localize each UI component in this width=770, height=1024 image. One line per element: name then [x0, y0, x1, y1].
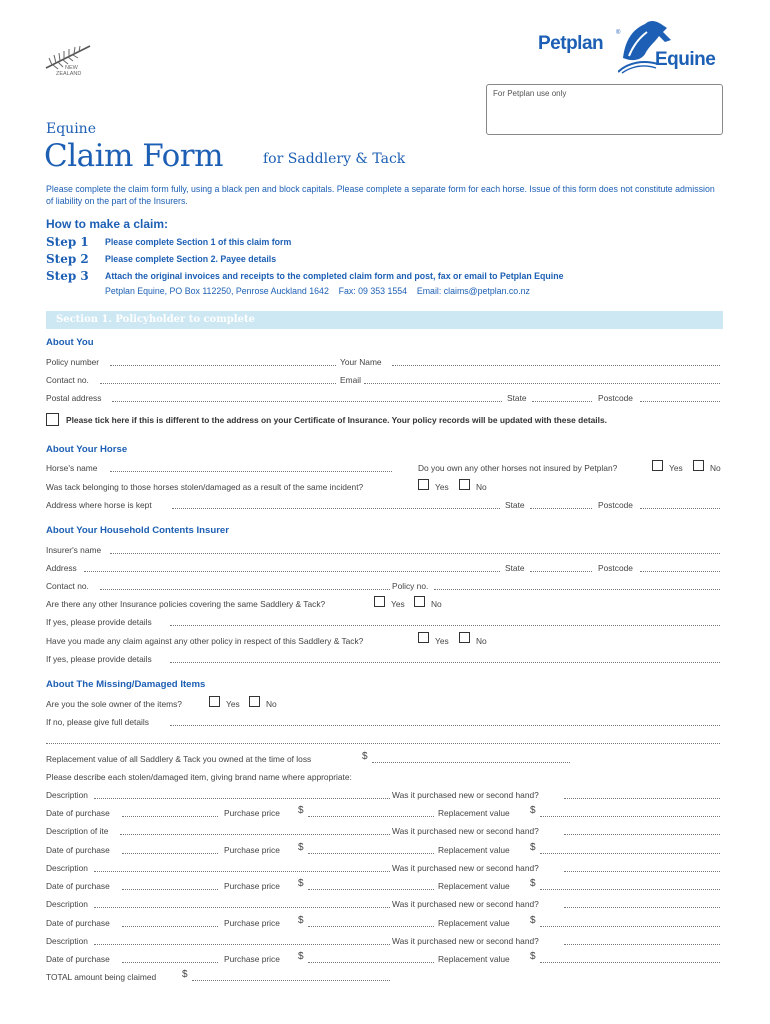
item-2-price-label: Purchase price — [224, 845, 280, 855]
item-4-date-field[interactable] — [122, 918, 218, 927]
postal-address-label: Postal address — [46, 393, 102, 403]
step-3-text: Attach the original invoices and receipts to the completed claim form and post, fax or email to Petplan Equine — [105, 271, 564, 281]
stolen-same-incident-question: Was tack belonging to those horses stolen/damaged as a result of the same incident? — [46, 482, 364, 492]
insurer-address-label: Address — [46, 563, 77, 573]
brand-name: Petplan — [538, 33, 604, 54]
item-5-description-field[interactable] — [94, 936, 390, 945]
item-1-price-currency: $ — [298, 805, 304, 816]
item-3-replacement-currency: $ — [530, 878, 536, 889]
other-horses-yes-checkbox[interactable] — [652, 460, 663, 471]
address-different-checkbox[interactable] — [46, 413, 59, 426]
item-5-new-second-label: Was it purchased new or second hand? — [392, 936, 539, 946]
item-4-price-field[interactable] — [308, 918, 434, 927]
replacement-all-field[interactable] — [372, 754, 570, 763]
page-title-suffix: for Saddlery & Tack — [263, 151, 406, 167]
total-claimed-field[interactable] — [192, 972, 390, 981]
other-claim-no-label: No — [476, 636, 487, 646]
insurer-name-label: Insurer's name — [46, 545, 102, 555]
step-1-text: Please complete Section 1 of this claim form — [105, 237, 292, 247]
horse-state-field[interactable] — [530, 500, 592, 509]
item-1-date-field[interactable] — [122, 808, 218, 817]
item-3-price-currency: $ — [298, 878, 304, 889]
other-policies-details-field[interactable] — [170, 617, 720, 626]
other-claim-details-label: If yes, please provide details — [46, 654, 152, 664]
item-1-new-second-label: Was it purchased new or second hand? — [392, 790, 539, 800]
item-4-new-second-field[interactable] — [564, 899, 720, 908]
email-field[interactable] — [364, 375, 720, 384]
section1-bar — [46, 311, 723, 329]
item-2-price-field[interactable] — [308, 845, 434, 854]
item-2-replacement-label: Replacement value — [438, 845, 510, 855]
page-title: Claim Form — [44, 138, 223, 174]
total-claimed-currency: $ — [182, 969, 188, 980]
sole-owner-no-checkbox[interactable] — [249, 696, 260, 707]
other-policies-details-label: If yes, please provide details — [46, 617, 152, 627]
office-use-box[interactable] — [486, 84, 723, 135]
item-1-price-label: Purchase price — [224, 808, 280, 818]
item-5-description-label: Description — [46, 936, 88, 946]
item-4-description-label: Description — [46, 899, 88, 909]
item-4-replacement-field[interactable] — [540, 918, 720, 927]
item-2-description-label: Description of ite — [46, 826, 109, 836]
insurer-contact-field[interactable] — [100, 581, 390, 590]
petplan-equine-logo — [538, 18, 728, 76]
step-2-label: Step 2 — [46, 252, 89, 266]
item-4-replacement-label: Replacement value — [438, 918, 510, 928]
if-no-details-field-2[interactable] — [46, 735, 720, 744]
item-3-description-field[interactable] — [94, 863, 390, 872]
how-to-heading: How to make a claim: — [46, 217, 169, 231]
insurer-state-field[interactable] — [530, 563, 592, 572]
describe-items-label: Please describe each stolen/damaged item, giving brand name where appropriate: — [46, 772, 352, 782]
other-policies-no-checkbox[interactable] — [414, 596, 425, 607]
item-5-price-currency: $ — [298, 951, 304, 962]
item-1-replacement-currency: $ — [530, 805, 536, 816]
other-claim-yes-checkbox[interactable] — [418, 632, 429, 643]
other-horses-no-label: No — [710, 463, 721, 473]
address-kept-field[interactable] — [172, 500, 500, 509]
insurer-contact-label: Contact no. — [46, 581, 89, 591]
item-3-price-field[interactable] — [308, 881, 434, 890]
horse-postcode-label: Postcode — [598, 500, 633, 510]
insurer-policy-no-label: Policy no. — [392, 581, 429, 591]
other-claim-no-checkbox[interactable] — [459, 632, 470, 643]
registered-mark: ® — [616, 30, 621, 36]
your-name-label: Your Name — [340, 357, 382, 367]
sole-owner-no-label: No — [266, 699, 277, 709]
state-label: State — [507, 393, 527, 403]
item-2-date-label: Date of purchase — [46, 845, 110, 855]
email-label: Email — [340, 375, 361, 385]
sole-owner-yes-checkbox[interactable] — [209, 696, 220, 707]
item-2-description-field[interactable] — [120, 826, 390, 835]
item-3-description-label: Description — [46, 863, 88, 873]
nz-logo-line1: NEW — [65, 65, 78, 71]
household-insurer-heading: About Your Household Contents Insurer — [46, 525, 229, 536]
postcode-field[interactable] — [640, 393, 720, 402]
contact-details: Petplan Equine, PO Box 112250, Penrose Auckland 1642 Fax: 09 353 1554 Email: claims@petplan.co.nz — [105, 286, 530, 296]
step-2-text: Please complete Section 2. Payee details — [105, 254, 277, 264]
horse-postcode-field[interactable] — [640, 500, 720, 509]
item-5-replacement-field[interactable] — [540, 954, 720, 963]
item-5-price-field[interactable] — [308, 954, 434, 963]
item-4-price-currency: $ — [298, 915, 304, 926]
item-1-description-label: Description — [46, 790, 88, 800]
item-1-replacement-label: Replacement value — [438, 808, 510, 818]
item-3-new-second-label: Was it purchased new or second hand? — [392, 863, 539, 873]
about-horse-heading: About Your Horse — [46, 444, 128, 455]
brand-suffix: Equine — [655, 49, 716, 70]
other-policies-question: Are there any other Insurance policies covering the same Saddlery & Tack? — [46, 599, 326, 609]
if-no-details-field[interactable] — [170, 717, 720, 726]
item-5-price-label: Purchase price — [224, 954, 280, 964]
item-5-replacement-label: Replacement value — [438, 954, 510, 964]
about-you-heading: About You — [46, 337, 94, 348]
item-1-new-second-field[interactable] — [564, 790, 720, 799]
item-5-new-second-field[interactable] — [564, 936, 720, 945]
item-4-description-field[interactable] — [94, 899, 390, 908]
nz-government-logo — [44, 44, 94, 80]
item-2-date-field[interactable] — [122, 845, 218, 854]
policy-number-field[interactable] — [110, 357, 336, 366]
item-5-replacement-currency: $ — [530, 951, 536, 962]
item-1-date-label: Date of purchase — [46, 808, 110, 818]
insurer-name-field[interactable] — [110, 545, 720, 554]
step-1-label: Step 1 — [46, 235, 89, 249]
address-different-note: Please tick here if this is different to the address on your Certificate of Insurance. Your policy records will be updated with these details. — [66, 415, 607, 425]
item-3-replacement-field[interactable] — [540, 881, 720, 890]
other-claim-details-field[interactable] — [170, 654, 720, 663]
item-1-description-field[interactable] — [94, 790, 390, 799]
item-3-date-label: Date of purchase — [46, 881, 110, 891]
office-use-label: For Petplan use only — [493, 89, 567, 98]
nz-logo-line2: ZEALAND — [56, 71, 82, 77]
contact-no-label: Contact no. — [46, 375, 89, 385]
item-2-new-second-label: Was it purchased new or second hand? — [392, 826, 539, 836]
item-2-replacement-currency: $ — [530, 842, 536, 853]
item-3-date-field[interactable] — [122, 881, 218, 890]
other-horses-question: Do you own any other horses not insured by Petplan? — [418, 463, 618, 473]
horse-name-field[interactable] — [110, 463, 392, 472]
insurer-policy-no-field[interactable] — [434, 581, 720, 590]
policy-number-label: Policy number — [46, 357, 100, 367]
stolen-same-incident-no-checkbox[interactable] — [459, 479, 470, 490]
item-1-replacement-field[interactable] — [540, 808, 720, 817]
item-2-replacement-field[interactable] — [540, 845, 720, 854]
insurer-postcode-field[interactable] — [640, 563, 720, 572]
item-3-price-label: Purchase price — [224, 881, 280, 891]
item-1-price-field[interactable] — [308, 808, 434, 817]
insurer-postcode-label: Postcode — [598, 563, 633, 573]
postcode-label: Postcode — [598, 393, 633, 403]
insurer-address-field[interactable] — [84, 563, 500, 572]
other-policies-no-label: No — [431, 599, 442, 609]
other-claim-yes-label: Yes — [435, 636, 449, 646]
section1-title: Section 1. Policyholder to complete — [56, 314, 255, 325]
item-5-date-field[interactable] — [122, 954, 218, 963]
sole-owner-question: Are you the sole owner of the items? — [46, 699, 182, 709]
other-policies-yes-label: Yes — [391, 599, 405, 609]
total-claimed-label: TOTAL amount being claimed — [46, 972, 157, 982]
insurer-state-label: State — [505, 563, 525, 573]
other-horses-yes-label: Yes — [669, 463, 683, 473]
horse-name-label: Horse's name — [46, 463, 98, 473]
replacement-all-currency: $ — [362, 751, 368, 762]
state-field[interactable] — [532, 393, 592, 402]
other-claim-question: Have you made any claim against any other policy in respect of this Saddlery & Tack? — [46, 636, 364, 646]
sole-owner-yes-label: Yes — [226, 699, 240, 709]
other-policies-yes-checkbox[interactable] — [374, 596, 385, 607]
postal-address-field[interactable] — [112, 393, 502, 402]
step-3-label: Step 3 — [46, 269, 89, 283]
swoosh-icon — [618, 58, 658, 74]
item-5-date-label: Date of purchase — [46, 954, 110, 964]
missing-items-heading: About The Missing/Damaged Items — [46, 679, 206, 690]
stolen-same-incident-yes-checkbox[interactable] — [418, 479, 429, 490]
item-3-new-second-field[interactable] — [564, 863, 720, 872]
your-name-field[interactable] — [392, 357, 720, 366]
stolen-same-incident-no-label: No — [476, 482, 487, 492]
horse-state-label: State — [505, 500, 525, 510]
contact-no-field[interactable] — [100, 375, 336, 384]
address-kept-label: Address where horse is kept — [46, 500, 152, 510]
intro-text: Please complete the claim form fully, using a black pen and block capitals. Please complete a separate form for each horse. Issue of this form does not constitute admission of liability on the part of the Insurers. — [46, 184, 715, 206]
if-no-details-label: If no, please give full details — [46, 717, 149, 727]
replacement-all-label: Replacement value of all Saddlery & Tack you owned at the time of loss — [46, 754, 312, 764]
item-4-new-second-label: Was it purchased new or second hand? — [392, 899, 539, 909]
item-4-replacement-currency: $ — [530, 915, 536, 926]
stolen-same-incident-yes-label: Yes — [435, 482, 449, 492]
other-horses-no-checkbox[interactable] — [693, 460, 704, 471]
item-2-new-second-field[interactable] — [564, 826, 720, 835]
item-4-date-label: Date of purchase — [46, 918, 110, 928]
item-3-replacement-label: Replacement value — [438, 881, 510, 891]
item-4-price-label: Purchase price — [224, 918, 280, 928]
item-2-price-currency: $ — [298, 842, 304, 853]
title-kicker: Equine — [46, 121, 96, 137]
